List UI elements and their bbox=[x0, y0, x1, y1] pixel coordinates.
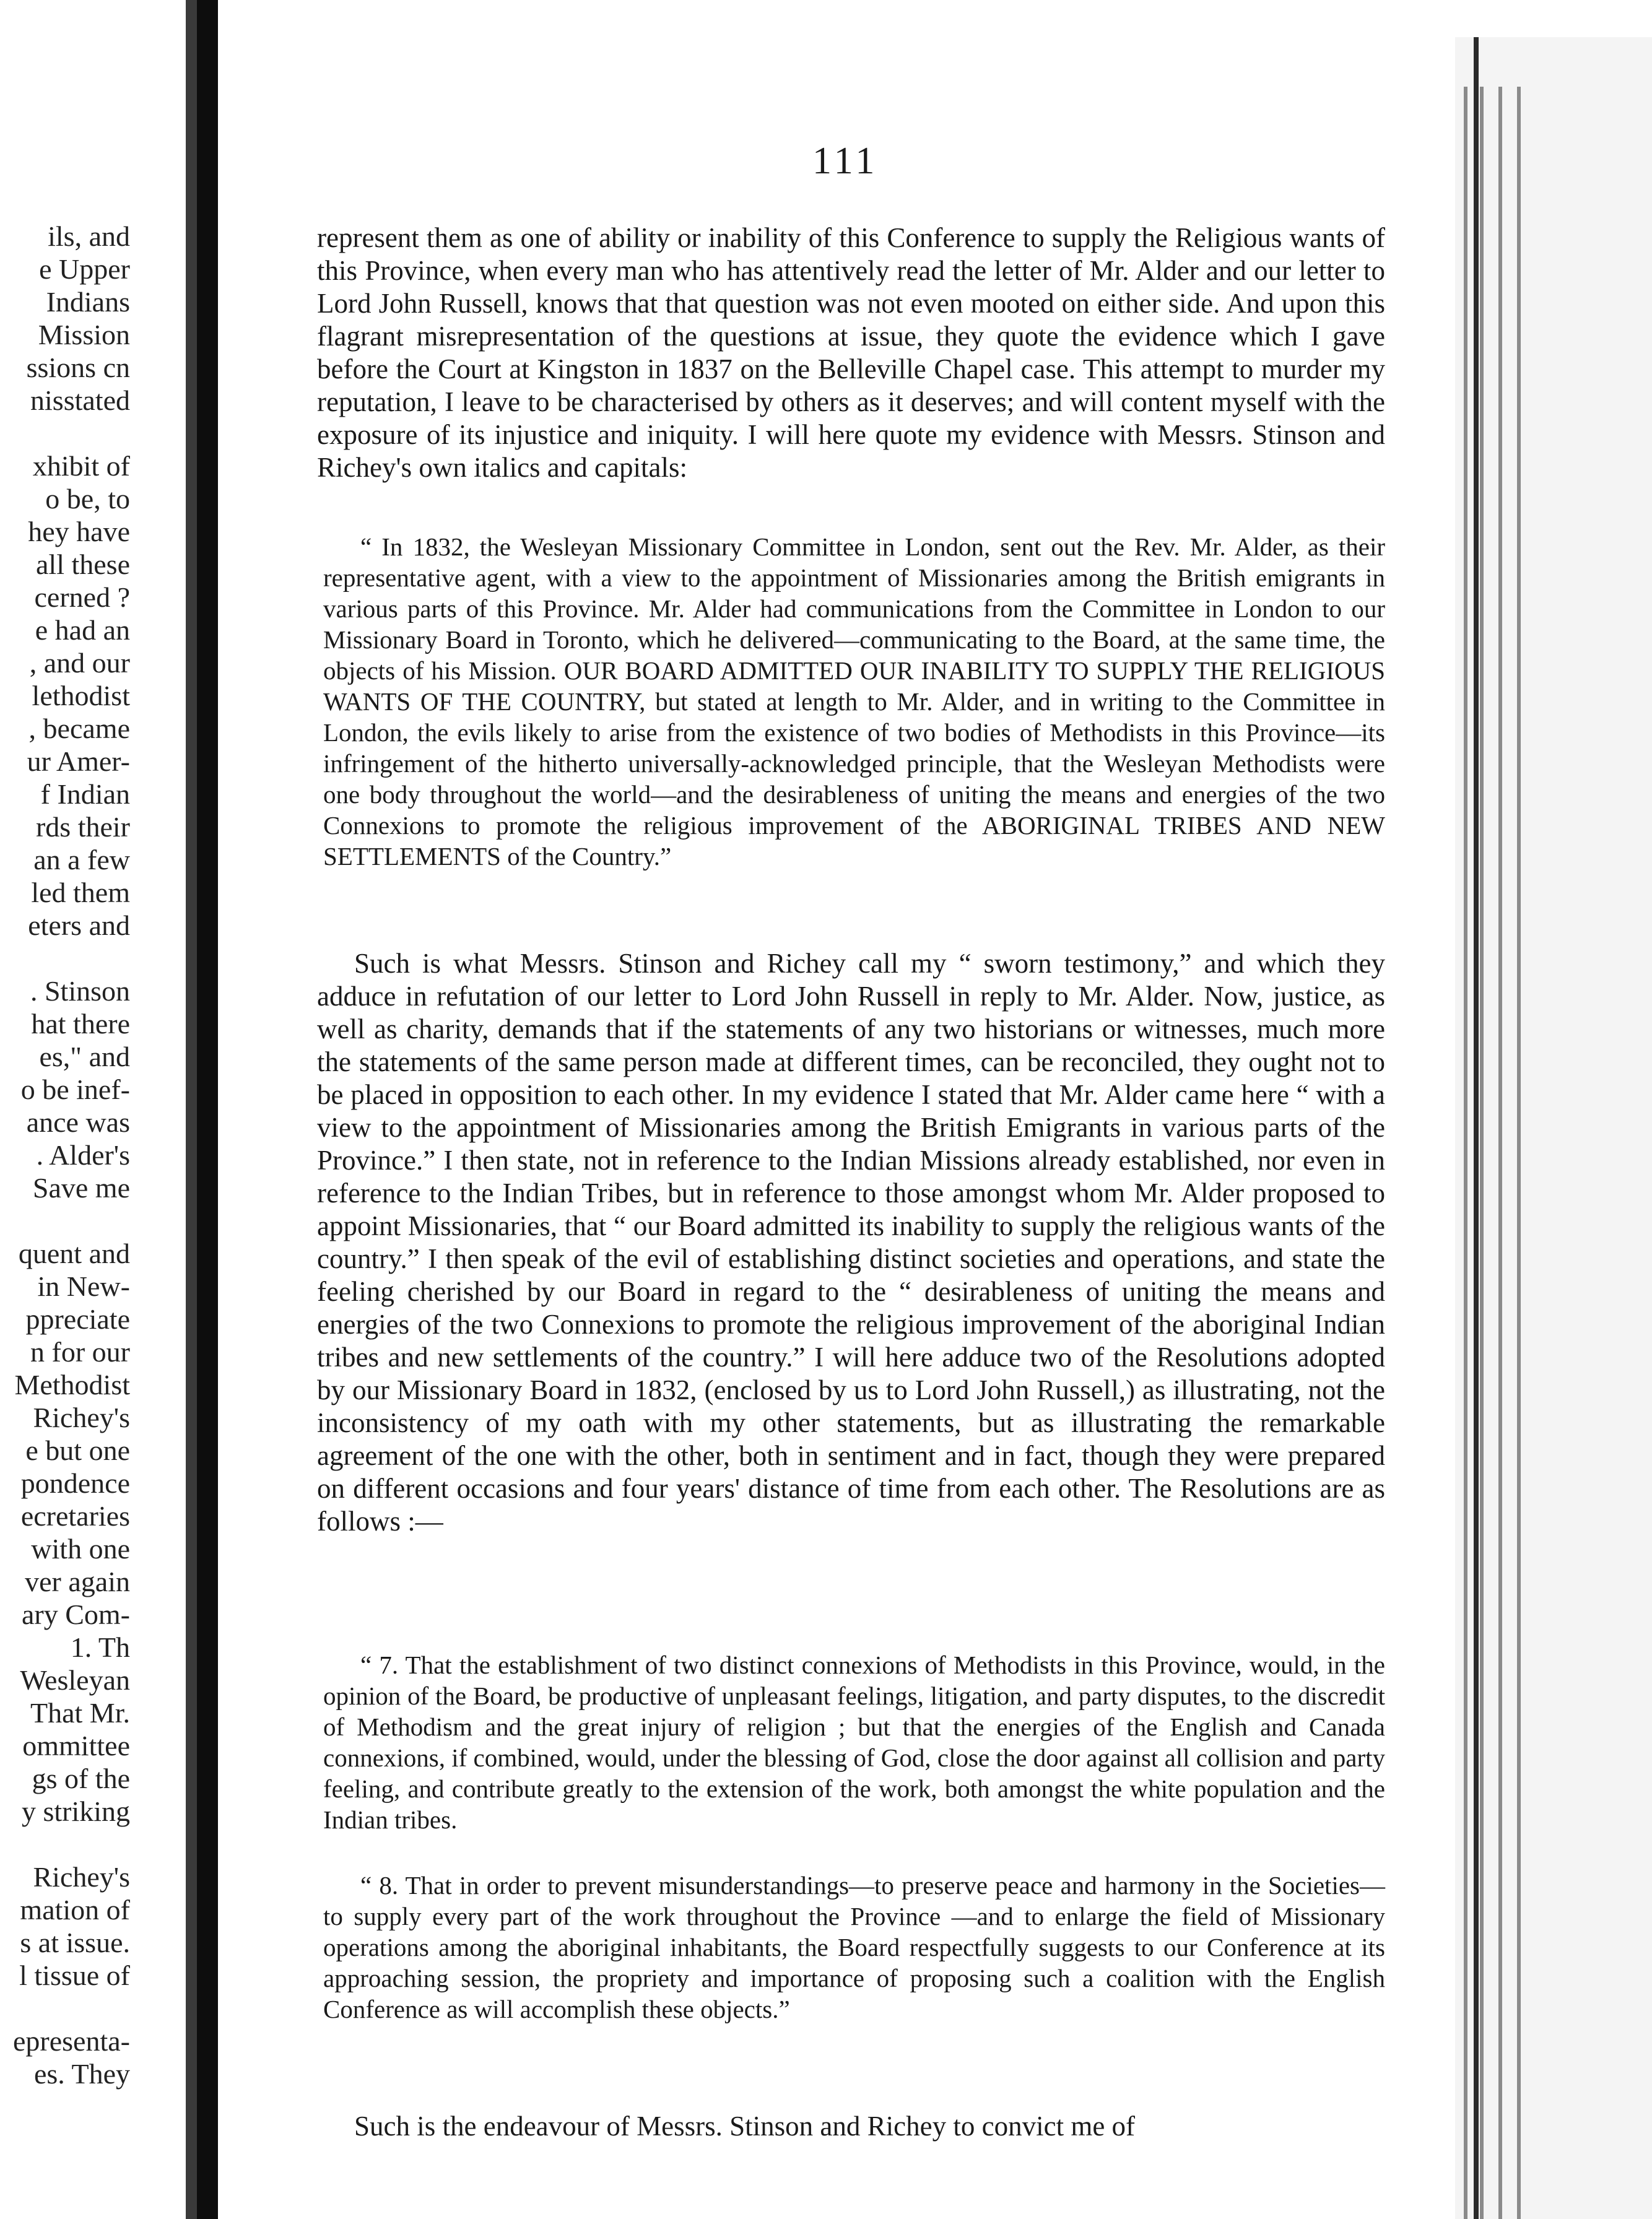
paragraph bbox=[317, 947, 1385, 1538]
facing-page-line: xhibit of bbox=[32, 450, 130, 482]
facing-page-line: nisstated bbox=[30, 384, 130, 416]
facing-page-line: lethodist bbox=[32, 680, 130, 711]
facing-page-line: . Alder's bbox=[36, 1139, 130, 1171]
binding-gutter bbox=[197, 0, 218, 2219]
facing-page-line: all these bbox=[36, 549, 130, 580]
facing-page-line: ommittee bbox=[22, 1730, 130, 1761]
facing-page-line: Wesleyan bbox=[20, 1664, 130, 1696]
facing-page-line: mation of bbox=[20, 1894, 130, 1926]
resolution-7 bbox=[323, 1649, 1385, 1835]
facing-page-line: e had an bbox=[35, 614, 130, 646]
facing-page-line: ary Com- bbox=[21, 1599, 130, 1630]
resolution-8 bbox=[323, 1870, 1385, 2025]
facing-page-line: ecretaries bbox=[20, 1500, 130, 1532]
facing-page-line: Save me bbox=[32, 1172, 130, 1204]
facing-page-line: , became bbox=[28, 713, 130, 744]
facing-page-line: l tissue of bbox=[19, 1960, 130, 1991]
facing-page-line: ver again bbox=[25, 1566, 130, 1597]
paragraph bbox=[317, 2110, 1385, 2143]
page-number: 111 bbox=[812, 140, 879, 182]
resolution-text: “ 7. That the establishment of two distinct connexions of Methodists in this Province, would, in the opinion of the Board, be productive of unpleasant feelings, litigation, and party disputes, to the discredit of Methodism and the great injury of religion ; but that the energies of the English and Canada connexions, if combined, would, under the blessing of God, close the door against all collision and party feeling, and contribute greatly to the extension of the work, both amongst the white population and the Indian tribes. bbox=[323, 1651, 1385, 1834]
facing-page-line: ppreciate bbox=[25, 1303, 130, 1335]
facing-page-line: f Indian bbox=[40, 778, 130, 810]
facing-page-line: n for our bbox=[30, 1336, 130, 1368]
page-edge-shadow bbox=[1474, 37, 1479, 2219]
facing-page-line: s at issue. bbox=[20, 1927, 130, 1958]
facing-page-line: o be inef- bbox=[20, 1074, 130, 1105]
facing-page-line: That Mr. bbox=[30, 1697, 130, 1729]
facing-page-line: cerned ? bbox=[34, 581, 130, 613]
facing-page-line: 1. Th bbox=[70, 1631, 130, 1663]
book-page bbox=[218, 0, 1456, 2219]
facing-page-fragment bbox=[0, 186, 186, 2167]
facing-page-line: epresenta- bbox=[13, 2025, 130, 2057]
facing-page-line: Richey's bbox=[33, 1402, 130, 1433]
paragraph-text: Such is the endeavour of Messrs. Stinson and Richey to convict me of bbox=[354, 2111, 1136, 2142]
paragraph bbox=[317, 222, 1385, 484]
facing-page-line: ssions cn bbox=[26, 352, 130, 383]
facing-page-line: an a few bbox=[33, 844, 130, 875]
facing-page-line: in New- bbox=[37, 1270, 130, 1302]
quoted-evidence-text: “ In 1832, the Wesleyan Missionary Committee in London, sent out the Rev. Mr. Alder, as their representative agent, with a view to the appointment of Missionaries among the British emigrants in various parts of this Province. Mr. Alder had communications from the Committee in London to our Missionary Board in Toronto, which he delivered—communicating to the Board, at the same time, the objects of his Mission. OUR BOARD ADMITTED OUR INABILITY TO SUPPLY THE RELIGIOUS WANTS OF THE COUNTRY, but stated at length to Mr. Alder, and in writing to the Committee in London, the evils likely to arise from the existence of two bodies of Methodists in this Province—its infringement of the hitherto universally-acknowledged principle, that the Wesleyan Methodists were one body throughout the world—and the desirableness of uniting the means and energies of the two Connexions to promote the religious improvement of the ABORIGINAL TRIBES AND NEW SETTLEMENTS of the Country.” bbox=[323, 532, 1385, 871]
facing-page-line: pondence bbox=[20, 1467, 130, 1499]
paragraph-text: represent them as one of ability or inability of this Conference to supply the Religious wants of this Province, when every man who has attentively read the letter of Mr. Alder and our letter to Lord John Russell, knows that that question was not even mooted on either side. And upon this flagrant misrepresentation of the questions at issue, they quote the evidence which I gave before the Court at Kingston in 1837 on the Belleville Chapel case. This attempt to murder my reputation, I leave to be characterised by others as it deserves; and will content myself with the exposure of its injustice and iniquity. I will here quote my evidence with Messrs. Stinson and Richey's own italics and capitals: bbox=[317, 222, 1385, 483]
facing-page-line: . Stinson bbox=[30, 975, 130, 1007]
paragraph-text: Such is what Messrs. Stinson and Richey call my “ sworn testimony,” and which they adduce in refutation of our letter to Lord John Russell in reply to Mr. Alder. Now, justice, as well as charity, demands that if the statements of any two historians or witnesses, much more the statements of the same person made at different times, can be reconciled, they ought not to be placed in opposition to each other. In my evidence I stated that Mr. Alder came here “ with a view to the appointment of Missionaries among the British Emigrants in various parts of the Province.” I then state, not in reference to the Indian Missions already established, nor even in reference to the Indian Tribes, but in reference to those amongst whom Mr. Alder proposed to appoint Missionaries, that “ our Board admitted its inability to supply the religious wants of the country.” I then speak of the evil of establishing distinct societies and operations, and state the feeling cherished by our Board in regard to the “ desirableness of uniting the means and energies of the two Connexions to promote the religious improvement of the aboriginal Indian tribes and new settlements of the country.” I will here adduce two of the Resolutions adopted by our Missionary Board in 1832, (enclosed by us to Lord John Russell,) as illustrating, not the inconsistency of my oath with my other statements, but as illustrating the remarkable agreement of the one with the other, both in sentiment and in fact, though they were prepared on different occasions and four years' distance of time from each other. The Resolutions are as follows :— bbox=[317, 948, 1385, 1537]
facing-page-line: , and our bbox=[29, 647, 130, 679]
facing-page-line: led them bbox=[31, 877, 130, 908]
facing-page-line: es," and bbox=[39, 1041, 130, 1072]
facing-page-line: y striking bbox=[21, 1796, 130, 1827]
binding-shadow bbox=[186, 0, 197, 2219]
facing-page-line: Mission bbox=[38, 319, 130, 350]
facing-page-line: rds their bbox=[35, 811, 130, 843]
facing-page-line: Indians bbox=[46, 286, 130, 318]
facing-page-line: o be, to bbox=[45, 483, 130, 515]
facing-page-line: ance was bbox=[26, 1106, 130, 1138]
facing-page-line: eters and bbox=[28, 910, 130, 941]
facing-page-line: hat there bbox=[31, 1008, 130, 1040]
facing-page-line: quent and bbox=[18, 1238, 130, 1269]
facing-page-line: es. They bbox=[33, 2058, 130, 2090]
facing-page-line: Richey's bbox=[33, 1861, 130, 1893]
resolution-text: “ 8. That in order to prevent misunderstandings—to preserve peace and harmony in the Societies—to supply every part of the work throughout the Province —and to enlarge the field of Missionary operations among the aboriginal inhabitants, the Board respectfully suggests to our Conference at its approaching session, the propriety and importance of proposing such a coalition with the English Conference as will accomplish these objects.” bbox=[323, 1871, 1385, 2023]
facing-page-line: ur Amer- bbox=[27, 745, 130, 777]
facing-page-line: gs of the bbox=[32, 1763, 130, 1794]
facing-page-line: hey have bbox=[28, 516, 130, 547]
facing-page-line: Methodist bbox=[14, 1369, 130, 1400]
facing-page-line: with one bbox=[31, 1533, 130, 1565]
quoted-evidence bbox=[323, 531, 1385, 872]
facing-page-line: e but one bbox=[25, 1435, 130, 1466]
facing-page-line: e Upper bbox=[39, 253, 130, 285]
facing-page-line: ils, and bbox=[48, 220, 130, 252]
page-edge-stack bbox=[1455, 37, 1652, 2219]
